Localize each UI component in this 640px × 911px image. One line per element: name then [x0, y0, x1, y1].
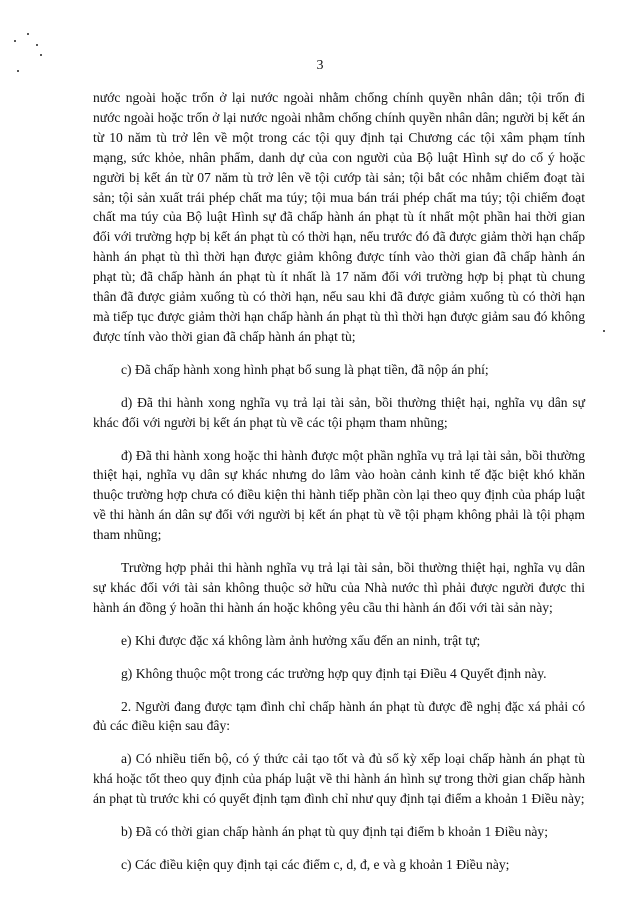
paragraph-item-e: e) Khi được đặc xá không làm ảnh hưởng xấu đến an ninh, trật tự; [121, 632, 481, 648]
paragraph-item-b: b) Đã có thời gian chấp hành án phạt tù quy định tại điểm b khoản 1 Điều này; [121, 824, 548, 840]
paragraph-item-g: g) Không thuộc một trong các trường hợp quy định tại Điều 4 Quyết định này. [121, 665, 547, 681]
paragraph-item-d: d) Đã thi hành xong nghĩa vụ trả lại tài sản, bồi thường thiệt hại, nghĩa vụ dân sự khác đối với người bị kết án phạt tù về các tội phạm tham nhũng; [93, 394, 585, 430]
paragraph-item-a: a) Có nhiều tiến bộ, có ý thức cải tạo tốt và đủ số kỳ xếp loại chấp hành án phạt tù khá hoặc tốt theo quy định của pháp luật về thi hành án hình sự trong thời gian chấp hành án phạt tù trước khi có quyết định tạm đình chỉ như quy định tại điểm a khoản 1 Điều này; [93, 751, 585, 807]
paragraph-item-dd: đ) Đã thi hành xong hoặc thi hành được một phần nghĩa vụ trả lại tài sản, bồi thường thiệt hại, nghĩa vụ dân sự khác nhưng do lâm vào hoàn cảnh kinh tế đặc biệt khó khăn thuộc trường hợp chưa có điều kiện thi hành tiếp phần còn lại theo quy định của pháp luật về thi hành án dân sự đối với người bị kết án phạt tù về tội phạm không phải là tội phạm tham nhũng; [93, 447, 585, 543]
scan-speck [14, 40, 16, 42]
paragraph-continuation: nước ngoài hoặc trốn ở lại nước ngoài nhằm chống chính quyền nhân dân; tội trốn đi nước ngoài hoặc trốn ở lại nước ngoài nhằm chống chính quyền nhân dân; người bị kết án từ 10 năm tù trở lên về một trong các tội quy định tại Chương các tội xâm phạm tính mạng, sức khỏe, nhân phẩm, danh dự của con người của Bộ luật Hình sự do cố ý hoặc người bị kết án từ 07 năm tù trở lên về tội cướp tài sản; tội bắt cóc nhằm chiếm đoạt tài sản; tội sản xuất trái phép chất ma túy; tội mua bán trái phép chất ma túy; tội chiếm đoạt chất ma túy của Bộ luật Hình sự đã chấp hành án phạt tù ít nhất một phần hai thời gian đối với trường hợp bị kết án phạt tù có thời hạn, nếu trước đó đã được giảm thời hạn chấp hành án phạt tù thì thời hạn được giảm không được tính vào thời gian đã chấp hành án phạt tù; đã chấp hành án phạt tù ít nhất là 17 năm đối với trường hợp bị phạt tù chung thân đã được giảm xuống tù có thời hạn, nếu sau khi đã được giảm xuống tù có thời hạn mà tiếp tục được giảm thời hạn chấp hành án phạt tù thì thời hạn được giảm sau đó không được tính vào thời gian đã chấp hành án phạt tù; [93, 90, 585, 344]
document-body [93, 88, 585, 888]
paragraph-clause-2: 2. Người đang được tạm đình chỉ chấp hành án phạt tù được đề nghị đặc xá phải có đủ các điều kiện sau đây: [93, 698, 585, 734]
scan-speck [27, 33, 29, 35]
scan-speck [40, 54, 42, 56]
scan-speck [603, 330, 605, 332]
scan-speck [36, 44, 38, 46]
paragraph-case-note: Trường hợp phải thi hành nghĩa vụ trả lại tài sản, bồi thường thiệt hại, nghĩa vụ dân sự khác đối với tài sản không thuộc sở hữu của Nhà nước thì phải được người được thi hành án đồng ý hoãn thi hành án hoặc không yêu cầu thi hành án đối với tài sản này; [93, 560, 585, 615]
paragraph-item-c-2: c) Các điều kiện quy định tại các điểm c, d, đ, e và g khoản 1 Điều này; [121, 857, 510, 872]
paragraph-item-c: c) Đã chấp hành xong hình phạt bổ sung là phạt tiền, đã nộp án phí; [121, 361, 489, 377]
page-number: 3 [316, 58, 324, 73]
